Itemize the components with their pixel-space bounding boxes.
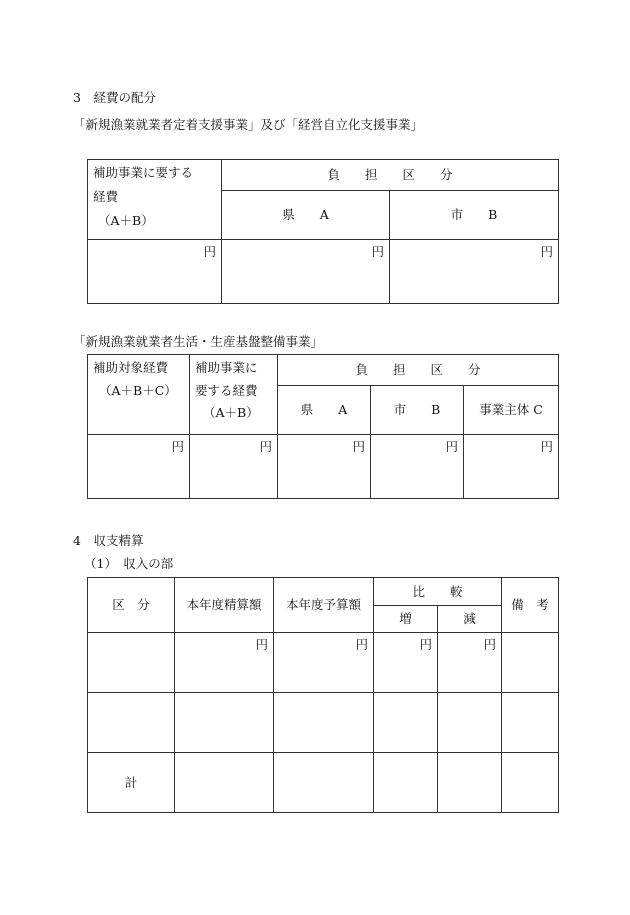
t3-total-biko[interactable] — [502, 753, 559, 813]
t1-ken-cell[interactable]: 円 — [222, 240, 390, 304]
t3-row2-gen[interactable] — [438, 693, 502, 753]
t3-row2-yosan[interactable] — [274, 693, 374, 753]
section4-heading: 4 収支精算 — [73, 533, 144, 548]
t3-total-zou[interactable] — [374, 753, 438, 813]
t3-zou-header: 増 — [374, 606, 438, 633]
t2-target-header-line1: 補助対象経費 — [93, 360, 169, 375]
section3-subtitle-1: 「新規漁業就業者定着支援事業」及び「経営自立化支援事業」 — [73, 117, 424, 132]
t1-expense-header-line2: 経費 — [93, 189, 119, 204]
t1-expense-header-line1: 補助事業に要する — [93, 165, 194, 180]
t1-burden-header: 負 担 区 分 — [222, 160, 559, 191]
t3-row1-kessan[interactable]: 円 — [175, 633, 274, 693]
t3-biko-header: 備 考 — [502, 578, 559, 633]
t3-row1-gen[interactable]: 円 — [438, 633, 502, 693]
t2-jigyo-cell[interactable]: 円 — [464, 435, 559, 499]
t3-total-gen[interactable] — [438, 753, 502, 813]
burden-table-2 — [87, 354, 559, 499]
t2-ken-cell[interactable]: 円 — [278, 435, 371, 499]
t2-expense-header-line2: 要する経費 — [195, 383, 258, 398]
t1-shi-header: 市 B — [390, 191, 559, 240]
t2-expense-header-line1: 補助事業に — [195, 360, 258, 375]
t3-total-yosan[interactable] — [274, 753, 374, 813]
t2-expense-cell[interactable]: 円 — [190, 435, 278, 499]
t3-row1-kubun[interactable] — [88, 633, 175, 693]
t3-row2-kessan[interactable] — [175, 693, 274, 753]
t1-expense-header-line3: （A＋B） — [98, 213, 154, 228]
t3-row2-zou[interactable] — [374, 693, 438, 753]
t2-jigyo-header: 事業主体 C — [464, 386, 559, 435]
section3-subtitle-2: 「新規漁業就業者生活・生産基盤整備事業」 — [73, 334, 324, 349]
t3-hikaku-header: 比 較 — [374, 578, 502, 606]
t2-expense-header — [190, 355, 278, 435]
t3-gen-header: 減 — [438, 606, 502, 633]
t2-target-header-line2: （A＋B＋C） — [99, 383, 177, 398]
t3-kessan-header: 本年度精算額 — [175, 578, 274, 633]
t1-ken-header: 県 A — [222, 191, 390, 240]
t3-row1-yosan[interactable]: 円 — [274, 633, 374, 693]
t2-shi-header: 市 B — [371, 386, 464, 435]
t3-row1-zou[interactable]: 円 — [374, 633, 438, 693]
t3-yosan-header: 本年度予算額 — [274, 578, 374, 633]
t3-row2-biko[interactable] — [502, 693, 559, 753]
t1-expense-header — [88, 160, 222, 240]
t2-shi-cell[interactable]: 円 — [371, 435, 464, 499]
burden-table-1 — [87, 159, 559, 304]
t2-target-cell[interactable]: 円 — [88, 435, 190, 499]
t2-expense-header-line3: （A＋B） — [203, 405, 259, 420]
income-table — [87, 577, 559, 813]
t3-total-kessan[interactable] — [175, 753, 274, 813]
t3-kubun-header: 区 分 — [88, 578, 175, 633]
t2-burden-header: 負 担 区 分 — [278, 355, 559, 386]
t2-target-header — [88, 355, 190, 435]
section4-subheading: （1） 収入の部 — [84, 556, 174, 571]
t1-expense-cell[interactable]: 円 — [88, 240, 222, 304]
t3-row1-biko[interactable] — [502, 633, 559, 693]
section3-heading: 3 経費の配分 — [73, 90, 156, 105]
t3-total-label: 計 — [88, 753, 175, 813]
t1-shi-cell[interactable]: 円 — [390, 240, 559, 304]
t2-ken-header: 県 A — [278, 386, 371, 435]
t3-row2-kubun[interactable] — [88, 693, 175, 753]
